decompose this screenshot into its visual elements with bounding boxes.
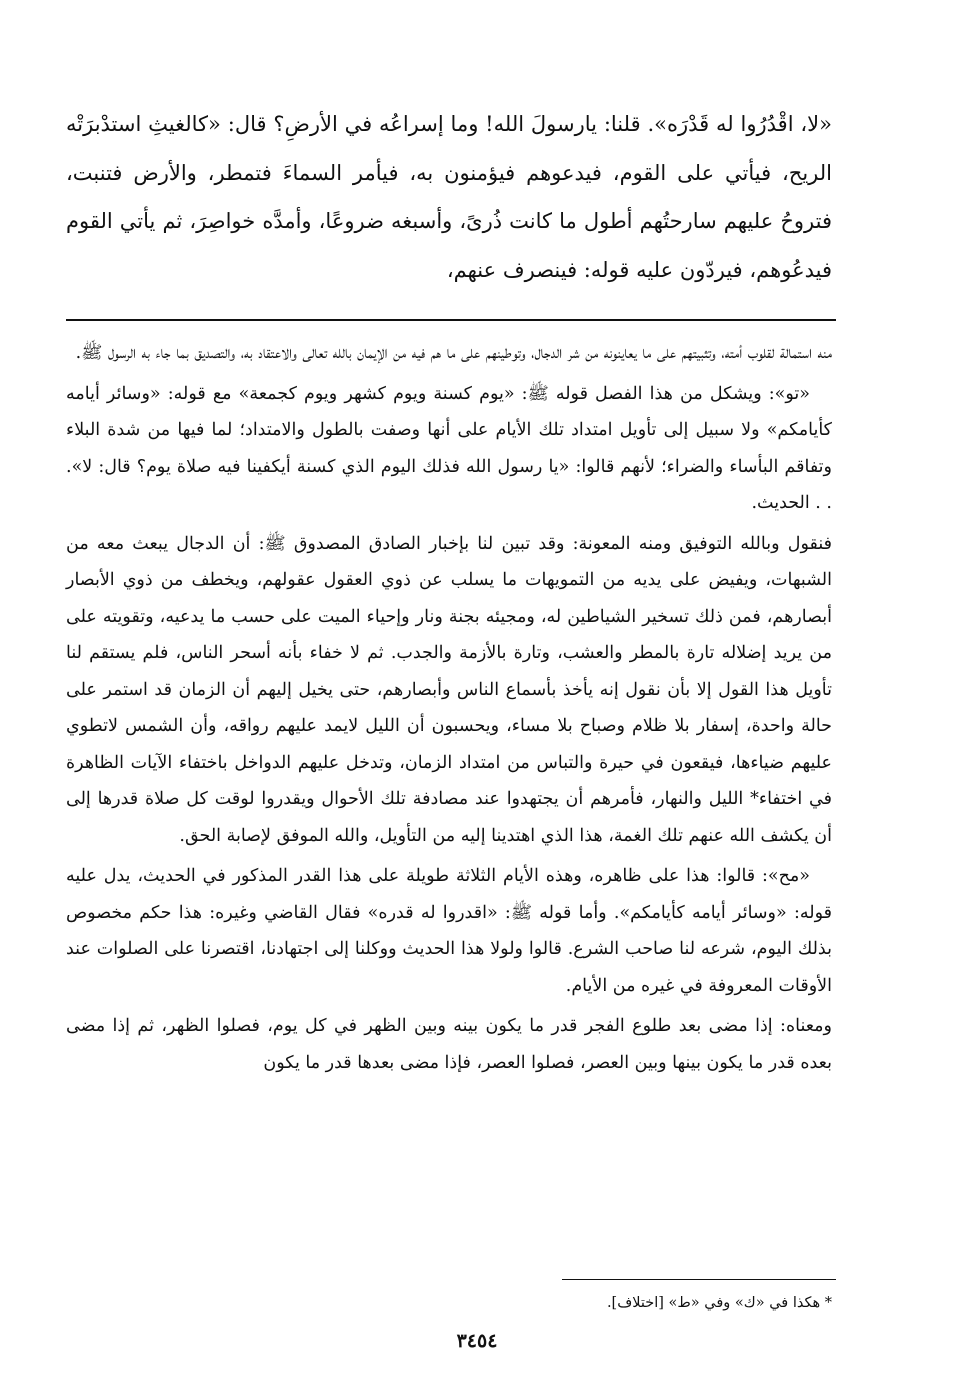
page-number: ٣٤٥٤ — [456, 1330, 498, 1352]
footnote: * هكذا في «ك» وفي «ط» [اختلاف]. — [606, 1295, 832, 1311]
commentary-paragraph-4: «مح»: قالوا: هذا على ظاهره، وهذه الأيام الثلاثة طويلة على هذا القدر المذكور في الحديث، يدل عليه قوله: «وسائر أيامه كأيامكم». وأما قوله ﷺ: «اقدروا له قدره» فقال القاضي وغيره: هذا حكم مخصوص بذلك اليوم، شرعه لنا صاحب الشرع. قالوا ولولا هذا الحديث ووكلنا إلى اجتهادنا، اقتصرنا على الصلوات عند الأوقات المعروفة في غيره من الأيام. — [66, 866, 832, 996]
main-text-paragraph: «لا، اقْدُرُوا له قَدْرَه». قلنا: يارسولَ الله! وما إسراعُه في الأرضِ؟ قال: «كالغيثِ استدْبرَتْه الريح، فيأتي على القوم، فيدعوهم فيؤمنون به، فيأمر السماءَ فتمطر، والأرض فتنبت، فتروحُ عليهم سارحتُهم أطول ما كانت ذُرىً، وأسبغه ضروعًا، وأمدَّه خواصِرَ، ثم يأتي القوم فيدعُوهم، فيردّون عليه قوله: فينصرف عنهم، — [66, 112, 832, 282]
footnote-divider — [562, 1279, 836, 1280]
commentary-block — [66, 335, 832, 1085]
commentary-paragraph-2: «تو»: ويشكل من هذا الفصل قوله ﷺ: «يوم كسنة ويوم كشهر ويوم كجمعة» مع قوله: «وسائر أيامه كأيامكم» ولا سبيل إلى تأويل امتداد تلك الأيام على أنها وصفت بالطول والامتداد؛ لما فيها من شدة البلاء وتفاقم البأساء والضراء؛ لأنهم قالوا: «يا رسول الله فذلك اليوم الذي كسنة أيكفينا فيه صلاة يوم؟ قال: لا». . . الحديث. — [66, 383, 832, 513]
commentary-paragraph-1: منه استمالة لقلوب أمته، وتثبيتهم على ما يعاينونه من شر الدجال، وتوطينهم على ما هم فيه من الإيمان بالله تعالى والاعتقاد به، والتصديق بما جاء به الرسول ﷺ. — [75, 343, 832, 363]
commentary-paragraph-5: ومعناه: إذا مضى بعد طلوع الفجر قدر ما يكون بينه وبين الظهر في كل يوم، فصلوا الظهر، ثم إذا مضى بعده قدر ما يكون بينها وبين العصر، فصلوا العصر، فإذا مضى بعدها قدر ما يكون — [66, 1016, 832, 1073]
main-text-block — [66, 100, 832, 294]
main-text-divider — [66, 319, 836, 321]
commentary-paragraph-3: فنقول وبالله التوفيق ومنه المعونة: وقد تبين لنا بإخبار الصادق المصدوق ﷺ: أن الدجال يبعث معه من الشبهات، ويفيض على يديه من التمويهات ما يسلب عن ذوي العقول عقولهم، ويخطف من ذوي الأبصار أبصارهم، فمن ذلك تسخير الشياطين له، ومجيئه بجنة ونار وإحياء الميت على حسب ما يدعيه، وتقويته على من يريد إضلاله تارة بالمطر والعشب، وتارة بالأزمة والجدب. ثم لا خفاء بأنه أسحر الناس، فلم يستقم لنا تأويل هذا القول إلا بأن نقول إنه يأخذ بأسماع الناس وأبصارهم، حتى يخيل إليهم أن الزمان قد استمر على حالة واحدة، إسفار بلا ظلام وصباح بلا مساء، ويحسبون أن الليل لايمد عليهم رواقه، وأن الشمس لاتطوي عليهم ضياءها، فيقعون في حيرة والتباس من امتداد الزمان، وتدخل عليهم الدواخل باختفاء الآيات الظاهرة في اختفاء* الليل والنهار، فأمرهم أن يجتهدوا عند مصادفة تلك الأحوال ويقدروا لوقت كل صلاة قدرها إلى أن يكشف الله عنهم تلك الغمة، هذا الذي اهتدينا إليه من التأويل، والله الموفق لإصابة الحق. — [66, 533, 832, 846]
